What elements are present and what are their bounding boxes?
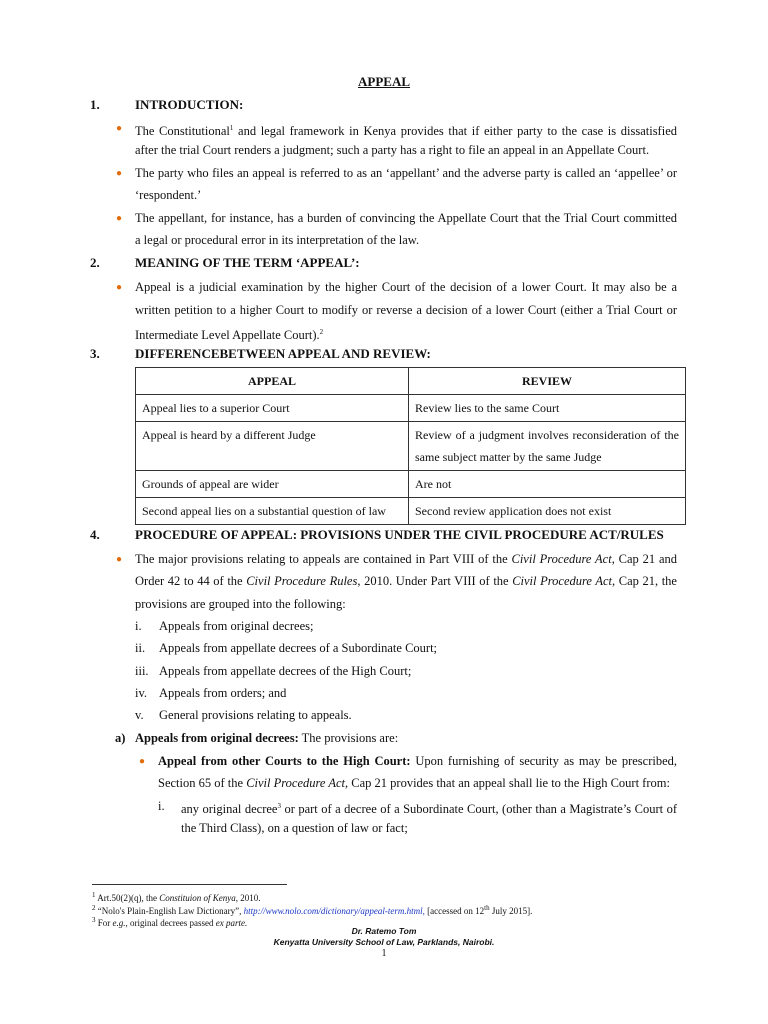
paragraph-line: ‘respondent.’ xyxy=(135,188,202,202)
section-number: 4. xyxy=(90,527,100,542)
paragraph-line: The appellant, for instance, has a burden of convincing the Appellate Court that the Trial Court committed xyxy=(135,211,677,225)
list-item: Appeals from appellate decrees of a Subordinate Court; xyxy=(159,641,438,655)
list-item: Appeals from orders; and xyxy=(159,686,287,700)
paragraph-line: Appeal from other Courts to the High Court: Upon furnishing of security as may be prescribed, xyxy=(158,754,678,768)
footnote: $^1$ Art.50(2)(q), the Constituion of Kenya, 2010. xyxy=(92,891,261,903)
table-cell: Second appeal lies on a substantial question of law xyxy=(136,498,409,525)
section-heading: MEANING OF THE TERM ‘APPEAL’: xyxy=(135,255,360,270)
paragraph-line: written petition to a higher Court to modify or reverse a decision of a lower Court (either a Trial Court or xyxy=(135,303,677,317)
section-heading: DIFFERENCEBETWEEN APPEAL AND REVIEW: xyxy=(135,346,431,361)
bullet-icon: ● xyxy=(116,123,123,134)
section-heading: INTRODUCTION: xyxy=(135,97,244,112)
paragraph-line: any original decree$^3$ or part of a decree of a Subordinate Court, (other than a Magistrate’s Court of xyxy=(181,802,677,817)
footer-institution: Kenyatta University School of Law, Parklands, Nairobi. xyxy=(273,937,495,947)
comparison-table xyxy=(135,367,686,525)
list-number: v. xyxy=(135,708,144,722)
footer-author: Dr. Ratemo Tom xyxy=(351,926,417,936)
list-number: iv. xyxy=(135,686,148,700)
sub-label: a) xyxy=(115,731,126,745)
bullet-icon: ● xyxy=(116,282,123,293)
table-cell: Grounds of appeal are wider xyxy=(136,471,409,498)
table-row xyxy=(136,422,686,471)
bullet-icon: ● xyxy=(116,554,123,565)
footnote: $^3$ For e.g., original decrees passed ex parte. xyxy=(92,916,248,928)
document-title: APPEAL xyxy=(358,74,410,89)
table-row xyxy=(136,471,686,498)
paragraph-line: provisions are grouped into the following: xyxy=(135,597,346,611)
table-row xyxy=(136,498,686,525)
list-item: General provisions relating to appeals. xyxy=(159,708,352,722)
table-header: APPEAL xyxy=(136,368,409,395)
table-header-row xyxy=(136,368,686,395)
footnote-link[interactable]: http://www.nolo.com/dictionary/appeal-term.html, xyxy=(243,906,425,916)
paragraph-line: Section 65 of the Civil Procedure Act, Cap 21 provides that an appeal shall lie to the High Court from: xyxy=(158,776,670,790)
list-number: i. xyxy=(135,619,142,633)
paragraph-line: The Constitutional$^1$ and legal framework in Kenya provides that if either party to the case is dissatisfied xyxy=(135,124,677,139)
paragraph-line: The major provisions relating to appeals are contained in Part VIII of the Civil Procedure Act, Cap 21 and xyxy=(135,552,677,566)
section-number: 2. xyxy=(90,255,100,270)
table-cell: Review of a judgment involves reconsideration of the same subject matter by the same Judge xyxy=(409,422,686,471)
paragraph-line: after the trial Court renders a judgment; such a party has a right to file an appeal in an Appellate Court. xyxy=(135,143,650,157)
paragraph-line: Intermediate Level Appellate Court).$^2$ xyxy=(135,328,324,343)
list-number: i. xyxy=(158,799,165,813)
table-cell: Are not xyxy=(409,471,686,498)
list-item: Appeals from appellate decrees of the High Court; xyxy=(159,664,412,678)
list-item: Appeals from original decrees; xyxy=(159,619,314,633)
sub-heading: Appeals from original decrees: The provisions are: xyxy=(135,731,399,745)
table-cell: Appeal is heard by a different Judge xyxy=(136,422,409,471)
paragraph-line: Order 42 to 44 of the Civil Procedure Rules, 2010. Under Part VIII of the Civil Procedure Act, Cap 21, the xyxy=(135,574,677,588)
bullet-icon: ● xyxy=(116,213,123,224)
list-number: ii. xyxy=(135,641,146,655)
paragraph-line: a legal or procedural error in its interpretation of the law. xyxy=(135,233,420,247)
bullet-icon: ● xyxy=(139,756,146,767)
bullet-icon: ● xyxy=(116,168,123,179)
footnote: $^2$ “Nolo's Plain-English Law Dictionary”, http://www.nolo.com/dictionary/appeal-term.html, [accessed on 12th July 2015]. xyxy=(92,904,533,916)
paragraph-line: the Third Class), on a question of law or fact; xyxy=(181,821,408,835)
table-row xyxy=(136,395,686,422)
table-cell: Review lies to the same Court xyxy=(409,395,686,422)
table-cell: Second review application does not exist xyxy=(409,498,686,525)
paragraph-line: Appeal is a judicial examination by the higher Court of the decision of a lower Court. It may also be a xyxy=(135,280,677,294)
section-number: 3. xyxy=(90,346,100,361)
page-number: 1 xyxy=(381,948,387,959)
section-number: 1. xyxy=(90,97,100,112)
footnote-divider xyxy=(92,884,287,885)
paragraph-line: The party who files an appeal is referred to as an ‘appellant’ and the adverse party is called an ‘appellee’ or xyxy=(135,166,677,180)
table-header: REVIEW xyxy=(409,368,686,395)
table-cell: Appeal lies to a superior Court xyxy=(136,395,409,422)
list-number: iii. xyxy=(135,664,149,678)
section-heading: PROCEDURE OF APPEAL: PROVISIONS UNDER THE CIVIL PROCEDURE ACT/RULES xyxy=(135,527,664,542)
